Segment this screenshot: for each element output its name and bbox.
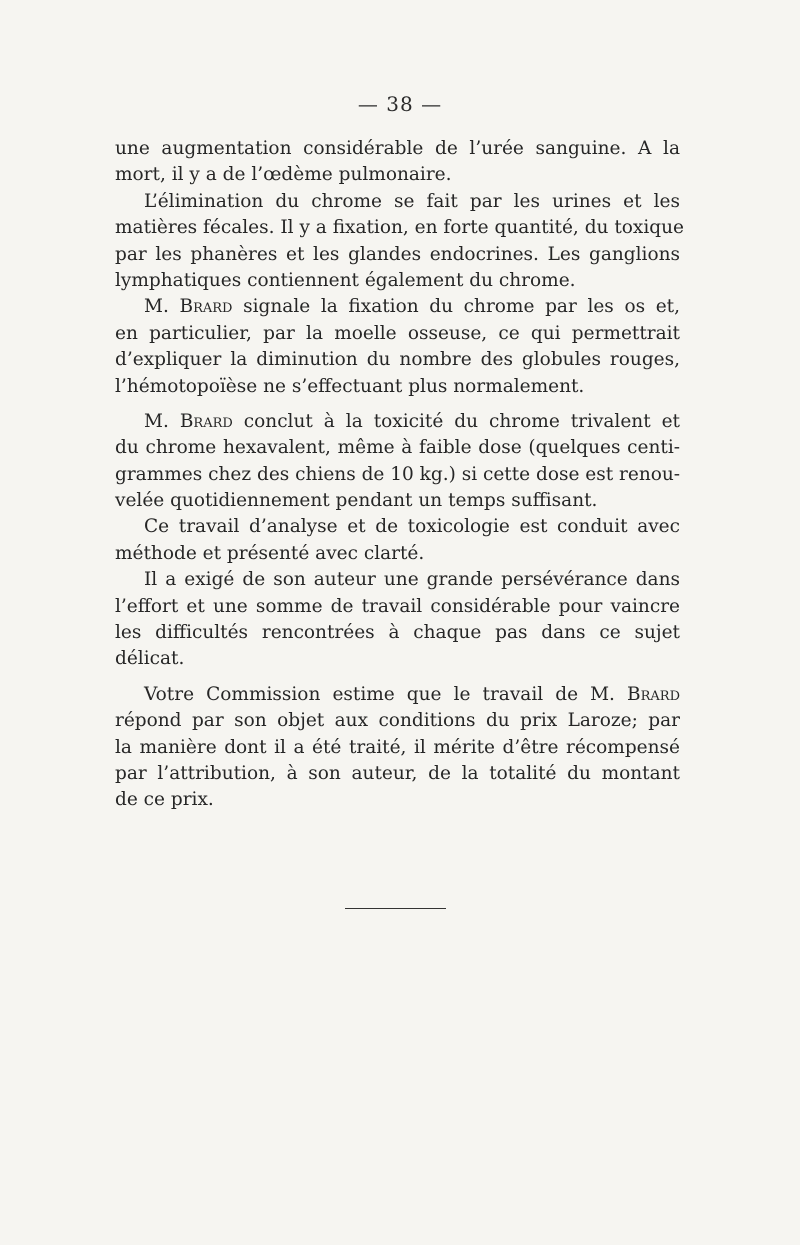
closing-rule: [345, 908, 446, 909]
text-line: matières fécales. Il y a fixation, en forte quantité, du toxique: [115, 217, 684, 239]
text-fragment: M.: [144, 296, 180, 318]
page-number: — 38 —: [357, 92, 443, 116]
text-line: l’effort et une somme de travail considérable pour vaincre: [115, 595, 680, 617]
text-line: répond par son objet aux conditions du prix Laroze; par: [115, 710, 680, 732]
text-line: par l’attribution, à son auteur, de la totalité du montant: [115, 762, 680, 784]
text-line: méthode et présenté avec clarté.: [115, 542, 425, 564]
author-name: Brard: [627, 683, 680, 705]
paragraph: [115, 409, 680, 515]
text-line: grammes chez des chiens de 10 kg.) si cette dose est renou-: [115, 463, 681, 485]
text-line: de ce prix.: [115, 789, 214, 811]
text-fragment: conclut à la toxicité du chrome trivalent et: [232, 410, 680, 432]
text-line: L’élimination du chrome se fait par les urines et les: [144, 190, 680, 212]
paragraph-gap: [115, 400, 680, 409]
text-line: l’hémotopoïèse ne s’effectuant plus normalement.: [115, 375, 585, 397]
text-fragment: M.: [144, 410, 180, 432]
text-fragment: Votre Commission estime que le travail de M.: [144, 683, 628, 705]
text-line: délicat.: [115, 648, 185, 670]
paragraph: [115, 189, 684, 295]
body-text: [115, 136, 684, 814]
text-line: une augmentation considérable de l’urée sanguine. A la: [115, 138, 680, 159]
text-line: [115, 682, 680, 708]
text-line: la manière dont il a été traité, il mérite d’être récompensé: [115, 736, 680, 758]
text-fragment: signale la fixation du chrome par les os et,: [232, 296, 680, 318]
paragraph: [115, 567, 680, 673]
text-line: velée quotidiennement pendant un temps suffisant.: [115, 490, 598, 512]
author-name: Brard: [179, 296, 233, 318]
text-line: par les phanères et les glandes endocrines. Les ganglions: [115, 243, 680, 265]
text-line: [115, 409, 680, 435]
text-line: d’expliquer la diminution du nombre des globules rouges,: [115, 349, 680, 371]
text-line: du chrome hexavalent, même à faible dose (quelques centi-: [115, 437, 680, 459]
author-name: Brard: [179, 410, 233, 432]
text-line: lymphatiques contiennent également du chrome.: [115, 269, 576, 291]
paragraph-gap: [115, 673, 680, 682]
text-line: Il a exigé de son auteur une grande persévérance dans: [144, 569, 680, 591]
text-line: mort, il y a de l’œdème pulmonaire.: [115, 164, 452, 186]
paragraph: [115, 514, 680, 567]
text-line: [115, 294, 680, 320]
text-line: en particulier, par la moelle osseuse, ce qui permettrait: [115, 322, 680, 344]
paragraph: [115, 682, 680, 814]
paragraph: [115, 136, 680, 189]
text-line: Ce travail d’analyse et de toxicologie est conduit avec: [144, 516, 680, 538]
text-line: les difficultés rencontrées à chaque pas dans ce sujet: [115, 622, 680, 644]
paragraph: [115, 294, 680, 400]
